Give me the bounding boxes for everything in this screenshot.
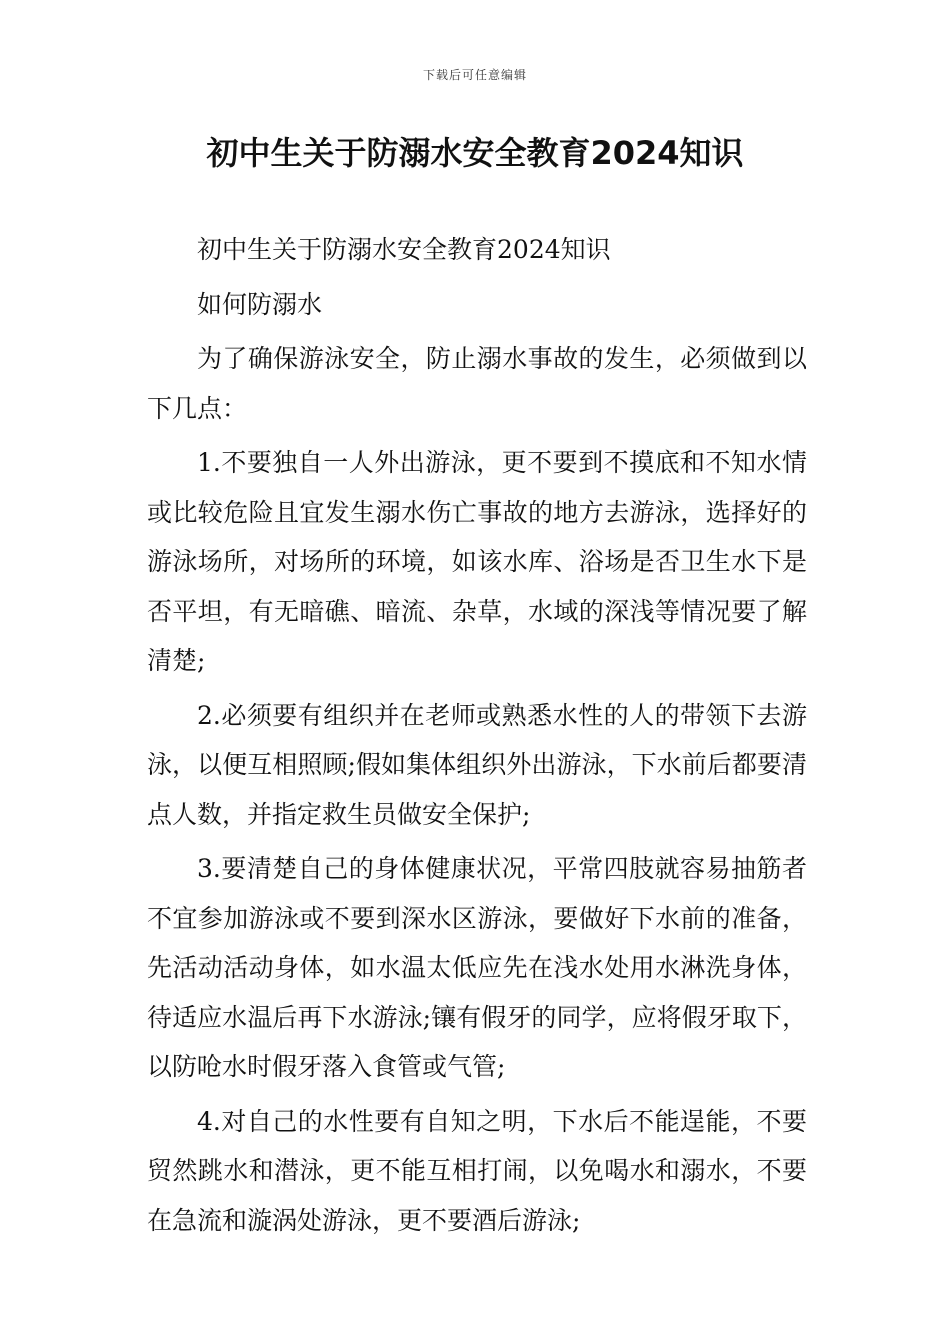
paragraph-item-1: 1.不要独自一人外出游泳，更不要到不摸底和不知水情或比较危险且宜发生溺水伤亡事故的地方去游泳，选择好的游泳场所，对场所的环境，如该水库、浴场是否卫生水下是否平坦，有无暗礁、暗流、杂草，水域的深浅等情况要了解清楚;	[147, 448, 807, 675]
paragraph-item-2: 2.必须要有组织并在老师或熟悉水性的人的带领下去游泳，以便互相照顾;假如集体组织外出游泳，下水前后都要清点人数，并指定救生员做安全保护;	[147, 700, 807, 829]
document-body	[147, 225, 807, 1245]
header-note: 下载后可任意编辑	[422, 68, 527, 82]
paragraph-item-3: 3.要清楚自己的身体健康状况，平常四肢就容易抽筋者不宜参加游泳或不要到深水区游泳，要做好下水前的准备，先活动活动身体，如水温太低应先在浅水处用水淋洗身体，待适应水温后再下水游泳;镶有假牙的同学，应将假牙取下，以防呛水时假牙落入食管或气管;	[147, 854, 807, 1081]
paragraph-intro: 为了确保游泳安全，防止溺水事故的发生，必须做到以下几点：	[147, 344, 807, 423]
paragraph-subtitle: 初中生关于防溺水安全教育2024知识	[197, 235, 611, 264]
paragraph-item-4: 4.对自己的水性要有自知之明，下水后不能逞能，不要贸然跳水和潜泳，更不能互相打闹，以免喝水和溺水，不要在急流和漩涡处游泳，更不要酒后游泳;	[147, 1106, 807, 1235]
document-title: 初中生关于防溺水安全教育2024知识	[206, 134, 744, 172]
paragraph-heading: 如何防溺水	[197, 289, 323, 319]
